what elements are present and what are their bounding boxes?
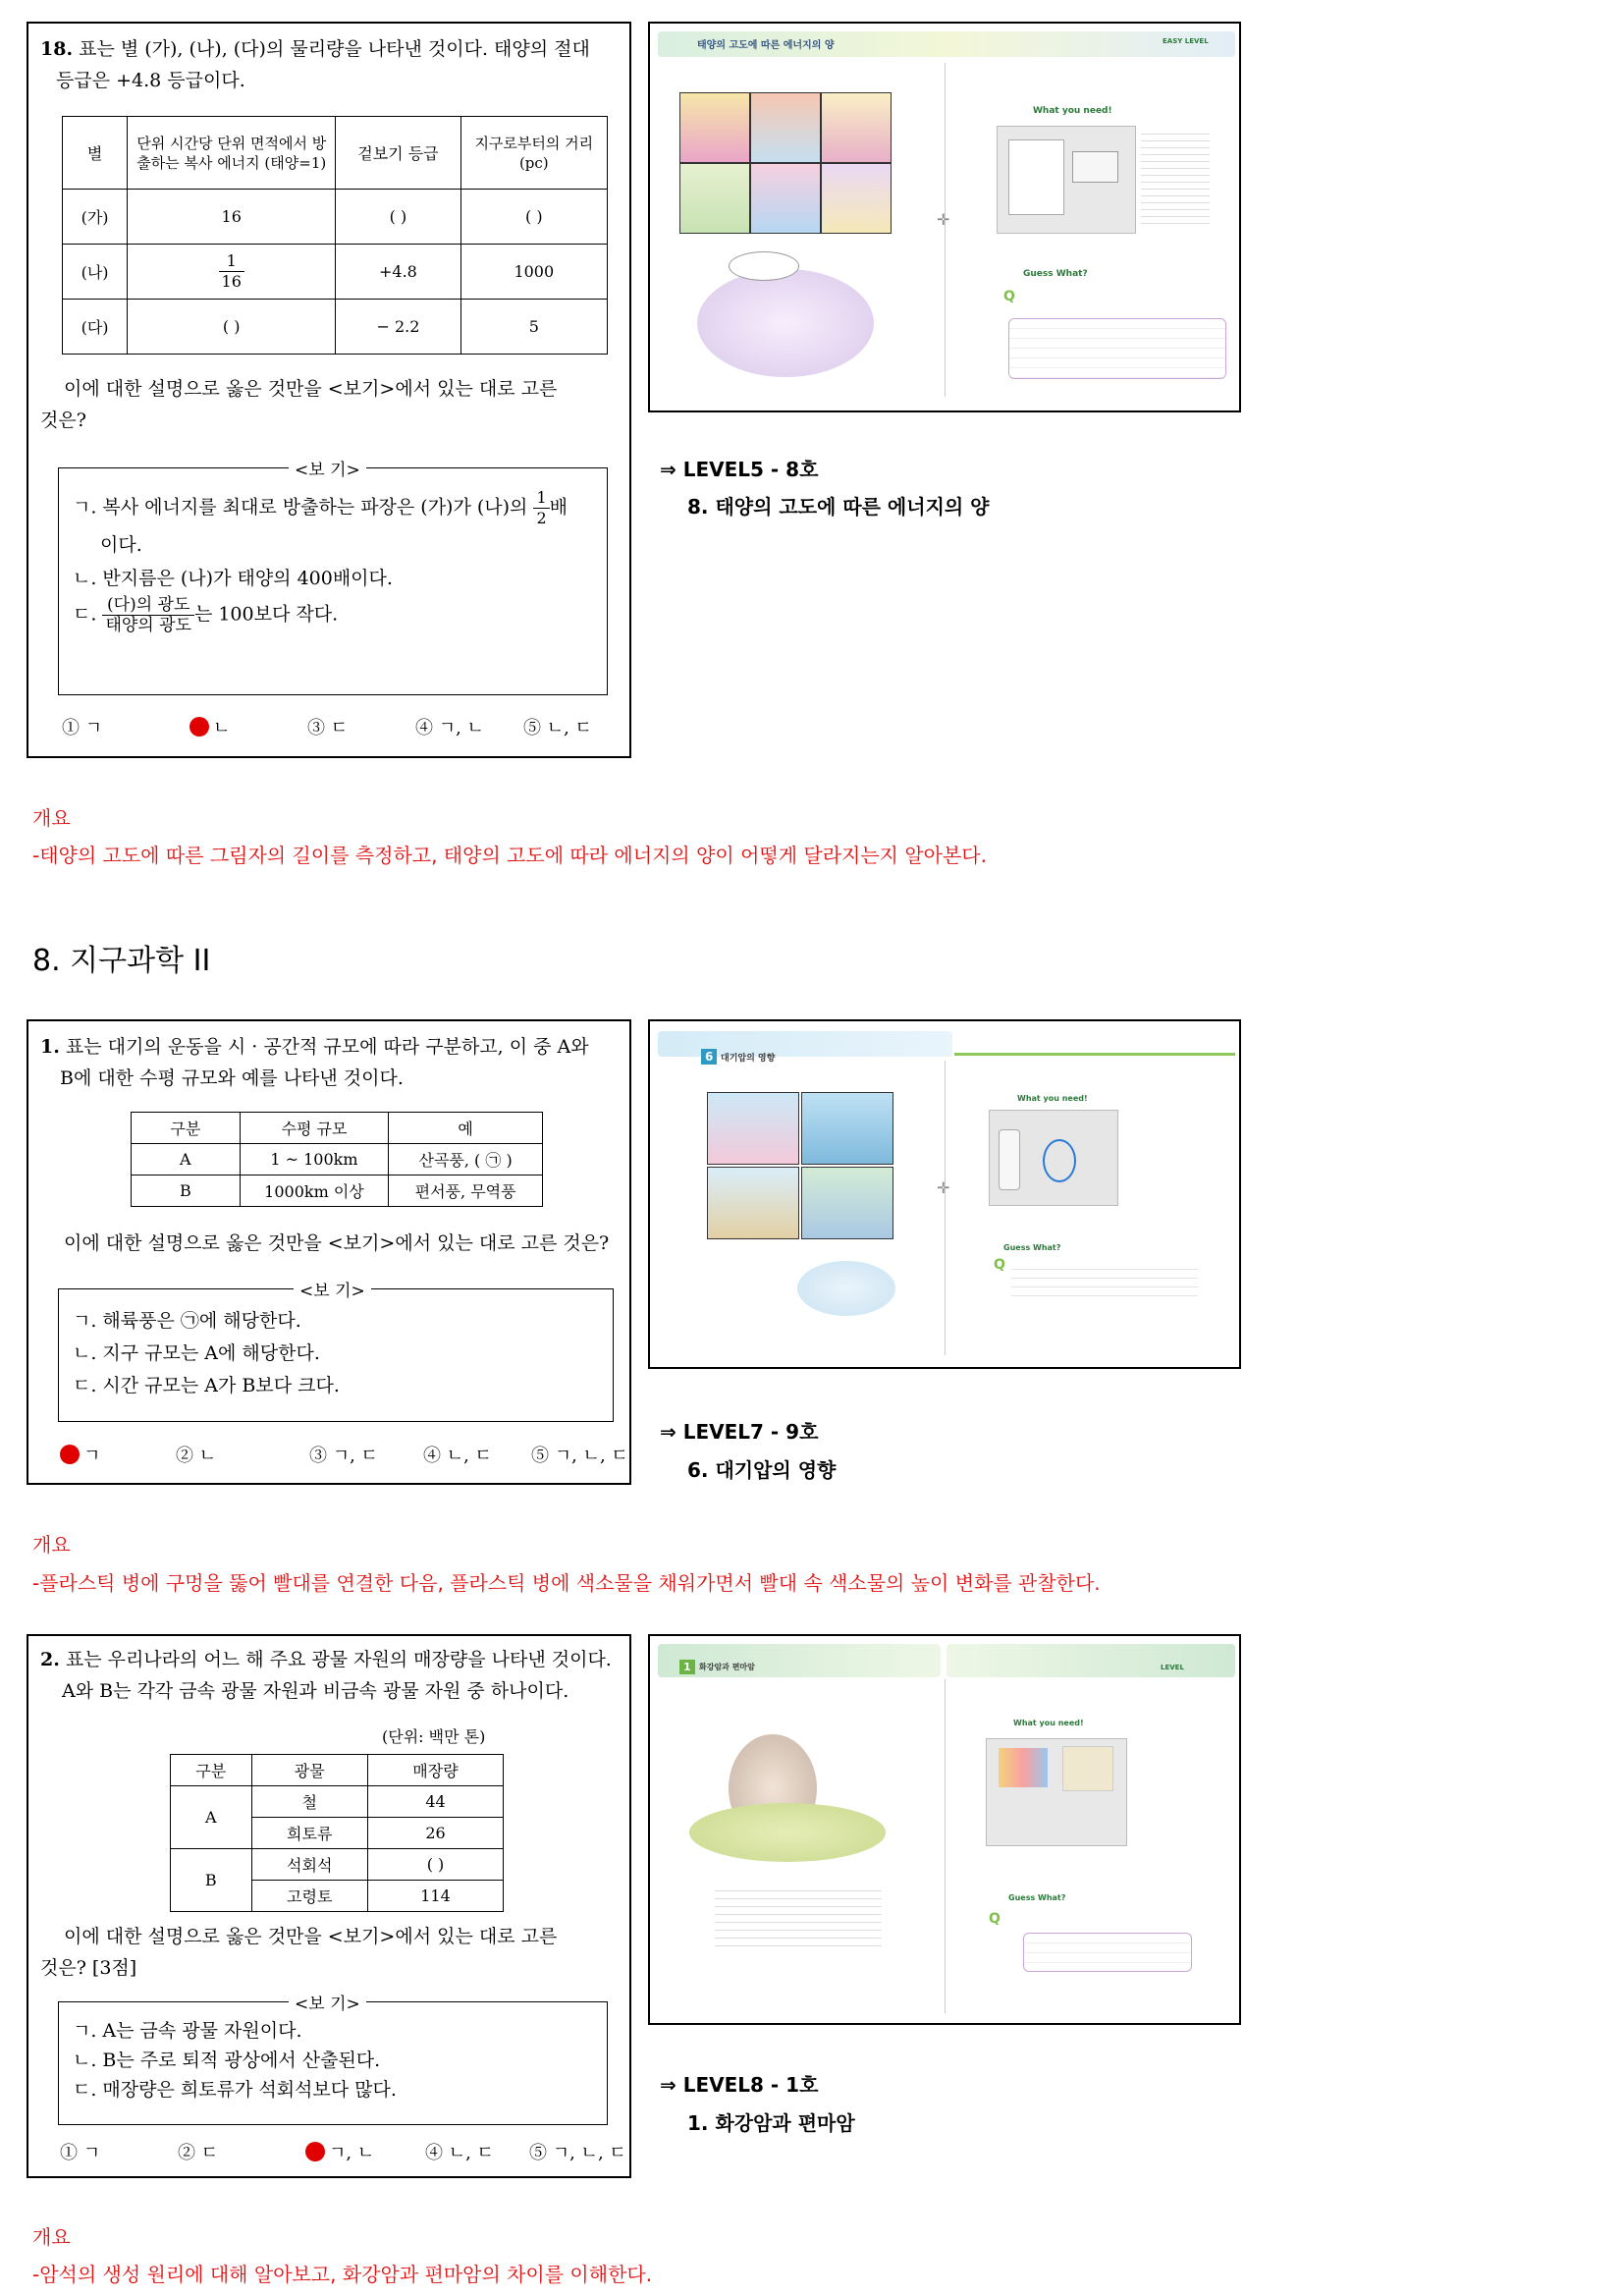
book-title: 대기압의 영향: [721, 1054, 776, 1064]
comic-panel: [679, 163, 750, 234]
speech-bubble: [729, 251, 799, 281]
question-18-text: 18. 표는 별 (가), (나), (다)의 물리량을 나타낸 것이다. 태양의 절대 등급은 +4.8 등급이다.: [40, 38, 590, 91]
question-2-table: 구분 광물 매장량 A 철 44 희토류 26 B 석회석 ( ) 고령토 114: [170, 1754, 504, 1912]
what-you-need-heading: What you need!: [1033, 106, 1112, 116]
choice-3[interactable]: ③ ㄷ: [307, 718, 349, 738]
comic-panel: [750, 92, 821, 163]
q-icon: Q: [1003, 289, 1015, 304]
q-icon: Q: [994, 1257, 1005, 1273]
overview-1-label: 개요: [32, 806, 71, 830]
textbook-spread-2: [648, 1019, 1241, 1369]
bogi-box: ㄱ. A는 금속 광물 자원이다. ㄴ. B는 주로 퇴적 광상에서 산출된다. ㄷ. 매장량은 희토류가 석회석보다 많다.: [58, 2001, 608, 2125]
book-number: 6: [701, 1049, 717, 1065]
comic-panel: [707, 1167, 799, 1239]
q-icon: Q: [989, 1911, 1001, 1927]
question-1-box: [27, 1019, 631, 1485]
choice-2[interactable]: ② ㄴ: [176, 1446, 217, 1466]
bogi-title: <보 기>: [289, 1990, 366, 2014]
book-title: 태양의 고도에 따른 에너지의 양: [697, 40, 835, 51]
level-badge: LEVEL: [1161, 1664, 1184, 1671]
guess-what-heading: Guess What?: [1008, 1893, 1066, 1902]
level-info-1: ⇒ LEVEL5 - 8호: [660, 458, 819, 481]
intro-text-block: [715, 1884, 882, 1948]
thought-cloud: [697, 269, 874, 377]
answer-dot-icon: [189, 717, 209, 737]
choice-1[interactable]: ① ㄱ: [60, 2143, 101, 2163]
level-info-1-title: 8. 태양의 고도에 따른 에너지의 양: [687, 495, 990, 519]
choice-4[interactable]: ④ ㄱ, ㄴ: [415, 718, 484, 738]
question-number: 18.: [40, 38, 74, 60]
choice-5[interactable]: ⑤ ㄱ, ㄴ, ㄷ: [529, 2143, 626, 2163]
comic-panel: [750, 163, 821, 234]
comic-panel: [801, 1092, 893, 1165]
comic-panel: [801, 1167, 893, 1239]
question-1-table: 구분 수평 규모 예 A 1 ~ 100km 산곡풍, ( ㉠ ) B 1000km 이상 편서풍, 무역풍: [131, 1112, 543, 1207]
what-you-need-heading: What you need!: [1013, 1719, 1084, 1727]
question-2-box: [27, 1634, 631, 2178]
choice-3[interactable]: ③ ㄱ, ㄷ: [309, 1446, 378, 1466]
crosshair-icon: ✛: [937, 1178, 950, 1197]
what-you-need-heading: What you need!: [1017, 1094, 1088, 1103]
bogi-box: ㄱ. 해륙풍은 ㉠에 해당한다. ㄴ. 지구 규모는 A에 해당한다. ㄷ. 시간 규모는 A가 B보다 크다.: [58, 1288, 614, 1422]
choice-5[interactable]: ⑤ ㄴ, ㄷ: [523, 718, 592, 738]
choice-1[interactable]: ① ㄱ: [62, 718, 103, 738]
section-title: 8. 지구과학 II: [32, 944, 211, 978]
choice-2-selected[interactable]: ㄴ: [189, 714, 230, 739]
choice-4[interactable]: ④ ㄴ, ㄷ: [423, 1446, 492, 1466]
level-info-3: ⇒ LEVEL8 - 1호: [660, 2073, 819, 2097]
question-18-box: [27, 22, 631, 758]
book-title: 화강암과 편마암: [699, 1663, 755, 1671]
answer-choices: [62, 714, 612, 743]
choice-2[interactable]: ② ㄷ: [178, 2143, 219, 2163]
bogi-title: <보 기>: [289, 456, 366, 480]
bogi-box: ㄱ. 복사 에너지를 최대로 방출하는 파장은 (가)가 (나)의 $\frac{1}{2}$ 배 이다. ㄴ. 반지름은 (나)가 태양의 400배이다. ㄷ. $\frac{\text{(다)의 광도}}{\text{태양의 광도}}$ 는 100보다 작다.: [58, 467, 608, 695]
choice-4[interactable]: ④ ㄴ, ㄷ: [425, 2143, 494, 2163]
choice-1-selected[interactable]: ㄱ: [60, 1442, 100, 1467]
comic-panel: [679, 92, 750, 163]
question-18-prompt: 이에 대한 설명으로 옳은 것만을 <보기>에서 있는 대로 고른 것은?: [40, 378, 558, 431]
overview-3-text: -암석의 생성 원리에 대해 알아보고, 화강암과 편마암의 차이를 이해한다.: [32, 2263, 653, 2286]
comic-panel: [707, 1092, 799, 1165]
question-18-table: 별 단위 시간당 단위 면적에서 방출하는 복사 에너지 (태양=1) 겉보기 등급 지구로부터의 거리(pc) (가) 16 ( ) ( ) (나) $\frac{1}{16}$ +4.8 1000 (다) ( ) − 2.2 5: [62, 116, 608, 355]
book-number: 1: [679, 1660, 695, 1674]
answer-box: [1023, 1933, 1192, 1972]
answer-dot-icon: [305, 2142, 325, 2161]
comic-panel: [821, 163, 892, 234]
thought-cloud: [797, 1261, 895, 1316]
comic-panel: [821, 92, 892, 163]
unit-label: (단위: 백만 톤): [382, 1727, 486, 1746]
bogi-title: <보 기>: [294, 1277, 371, 1301]
overview-2-label: 개요: [32, 1533, 71, 1557]
question-1-text: 1. 표는 대기의 운동을 시 · 공간적 규모에 따라 구분하고, 이 중 A와 B에 대한 수평 규모와 예를 나타낸 것이다.: [40, 1036, 589, 1089]
level-info-2-title: 6. 대기압의 영향: [687, 1458, 837, 1482]
level-info-2: ⇒ LEVEL7 - 9호: [660, 1420, 819, 1444]
answer-choices: [60, 1442, 628, 1471]
question-2-text: 2. 표는 우리나라의 어느 해 주요 광물 자원의 매장량을 나타낸 것이다. A와 B는 각각 금속 광물 자원과 비금속 광물 자원 중 하나이다.: [40, 1649, 612, 1702]
choice-3-selected[interactable]: ㄱ, ㄴ: [305, 2139, 374, 2164]
fraction-cell: $\frac{1}{16}$: [128, 245, 336, 300]
guess-what-heading: Guess What?: [1003, 1243, 1061, 1252]
level-info-3-title: 1. 화강암과 편마암: [687, 2111, 855, 2135]
answer-choices: [60, 2139, 626, 2168]
textbook-spread-3: [648, 1634, 1241, 2025]
overview-2-text: -플라스틱 병에 구멍을 뚫어 빨대를 연결한 다음, 플라스틱 병에 색소물을 채워가면서 빨대 속 색소물의 높이 변화를 관찰한다.: [32, 1571, 1101, 1595]
question-2-prompt: 이에 대한 설명으로 옳은 것만을 <보기>에서 있는 대로 고른 것은? [3점]: [40, 1926, 558, 1979]
choice-5[interactable]: ⑤ ㄱ, ㄴ, ㄷ: [531, 1446, 628, 1466]
level-badge: EASY LEVEL: [1163, 37, 1209, 45]
question-1-prompt: 이에 대한 설명으로 옳은 것만을 <보기>에서 있는 대로 고른 것은?: [64, 1232, 610, 1254]
answer-box: [1008, 318, 1226, 379]
answer-dot-icon: [60, 1445, 80, 1464]
overview-1-text: -태양의 고도에 따른 그림자의 길이를 측정하고, 태양의 고도에 따라 에너지의 양이 어떻게 달라지는지 알아본다.: [32, 844, 987, 867]
textbook-spread-1: [648, 22, 1241, 412]
crosshair-icon: ✛: [937, 210, 950, 229]
guess-what-heading: Guess What?: [1023, 269, 1088, 279]
overview-3-label: 개요: [32, 2225, 71, 2249]
